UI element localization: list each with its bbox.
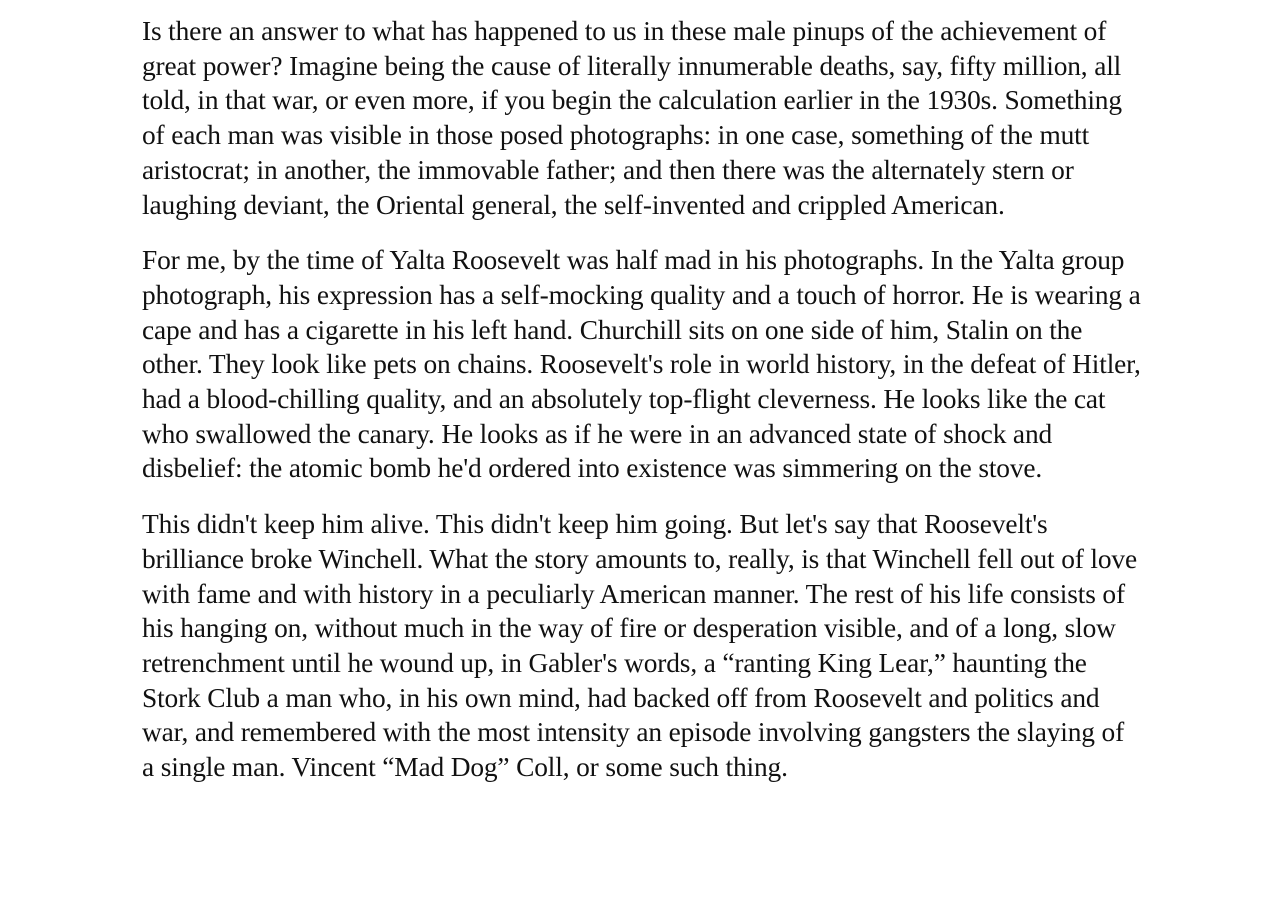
paragraph-1: Is there an answer to what has happened to us in these male pinups of the achievement of great power? Imagine being the cause of literally innumerable deaths, say, fifty million, all told, in that war, or even more, if you begin the calculation earlier in the 1930s. Something of each man was visible in those posed photographs: in one case, something of the mutt aristocrat; in another, the immovable father; and then there was the alternately stern or laughing deviant, the Oriental general, the self-invented and crippled American. [142, 16, 1122, 220]
paragraph-2: For me, by the time of Yalta Roosevelt was half mad in his photographs. In the Yalta group photograph, his expression has a self-mocking quality and a touch of horror. He is wearing a cape and has a cigarette in his left hand. Churchill sits on one side of him, Stalin on the other. They look like pets on chains. Roosevelt's role in world history, in the defeat of Hitler, had a blood-chilling quality, and an absolutely top-flight cleverness. He looks like the cat who swallowed the canary. He looks as if he were in an advanced state of shock and disbelief: the atomic bomb he'd ordered into existence was simmering on the stove. [142, 245, 1141, 484]
article-body [142, 14, 1142, 785]
paragraph-3: This didn't keep him alive. This didn't keep him going. But let's say that Roosevelt's brilliance broke Winchell. What the story amounts to, really, is that Winchell fell out of love with fame and with history in a peculiarly American manner. The rest of his life consists of his hanging on, without much in the way of fire or desperation visible, and of a long, slow retrenchment until he wound up, in Gabler's words, a “ranting King Lear,” haunting the Stork Club a man who, in his own mind, had backed off from Roosevelt and politics and war, and remembered with the most intensity an episode involving gangsters the slaying of a single man. Vincent “Mad Dog” Coll, or some such thing. [142, 509, 1137, 783]
